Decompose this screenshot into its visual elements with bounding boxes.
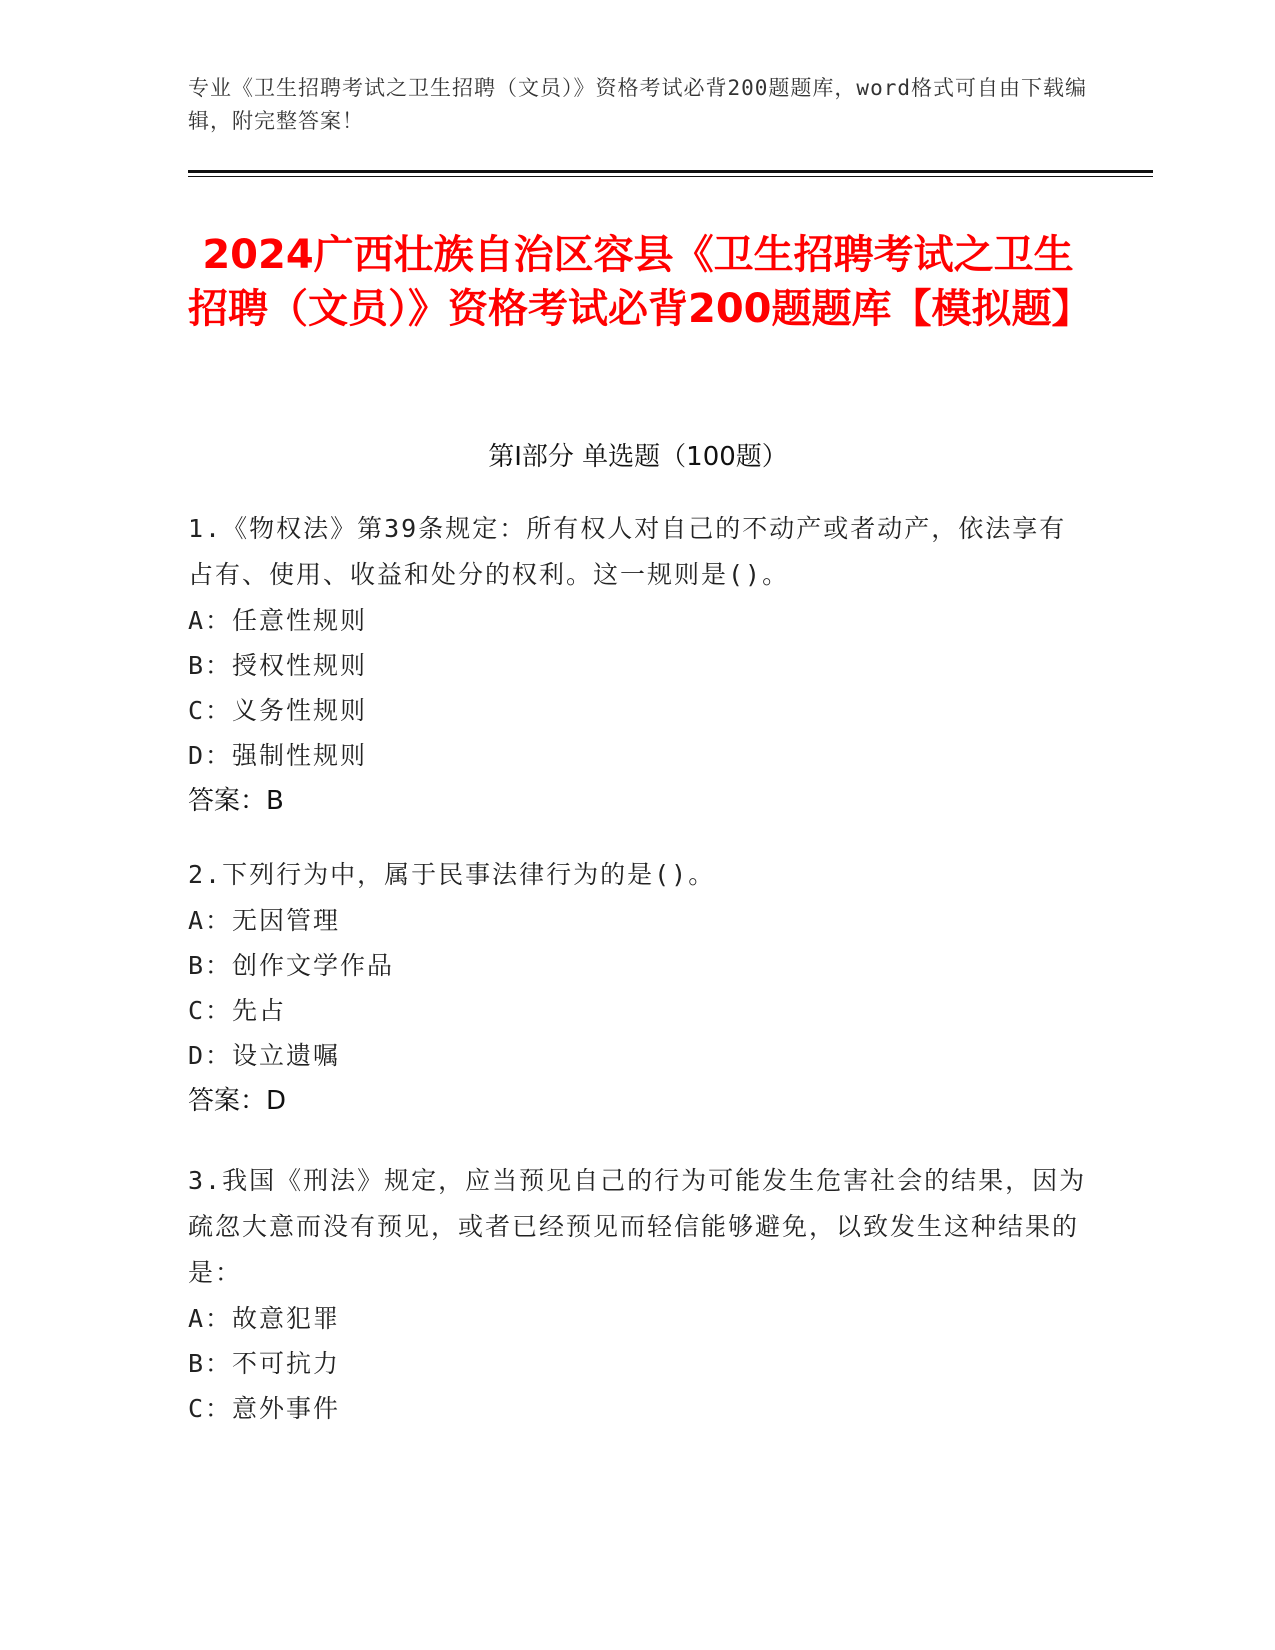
option-d: D：设立遗嘱 <box>188 1041 341 1070</box>
option-c: C：先占 <box>188 996 287 1025</box>
header-note: 专业《卫生招聘考试之卫生招聘（文员）》资格考试必背200题题库，word格式可自由下载编辑，附完整答案！ <box>188 76 1087 133</box>
option-a: A：任意性规则 <box>188 606 368 635</box>
header-divider-thick <box>188 170 1153 173</box>
option-b: B：授权性规则 <box>188 651 368 680</box>
option-a: A：无因管理 <box>188 906 341 935</box>
header-divider-thin <box>188 176 1153 177</box>
section-heading: 第Ⅰ部分 单选题（100题） <box>488 442 788 472</box>
question-1 <box>188 506 1088 824</box>
option-d: D：强制性规则 <box>188 741 368 770</box>
option-b: B：创作文学作品 <box>188 951 395 980</box>
answer: 答案：D <box>188 1086 287 1116</box>
question-2 <box>188 852 1088 1124</box>
question-stem: 1.《物权法》第39条规定：所有权人对自己的不动产或者动产，依法享有占有、使用、收益和处分的权利。这一规则是()。 <box>188 514 1067 589</box>
option-b: B：不可抗力 <box>188 1349 341 1378</box>
option-c: C：意外事件 <box>188 1394 341 1423</box>
question-stem: 2.下列行为中，属于民事法律行为的是()。 <box>188 860 716 889</box>
answer: 答案：B <box>188 786 284 816</box>
option-c: C：义务性规则 <box>188 696 368 725</box>
question-stem: 3.我国《刑法》规定，应当预见自己的行为可能发生危害社会的结果，因为疏忽大意而没有预见，或者已经预见而轻信能够避免，以致发生这种结果的是： <box>188 1166 1087 1287</box>
question-3 <box>188 1158 1088 1431</box>
option-a: A：故意犯罪 <box>188 1304 341 1333</box>
document-title: 2024广西壮族自治区容县《卫生招聘考试之卫生招聘（文员）》资格考试必背200题题库【模拟题】 <box>188 232 1092 332</box>
